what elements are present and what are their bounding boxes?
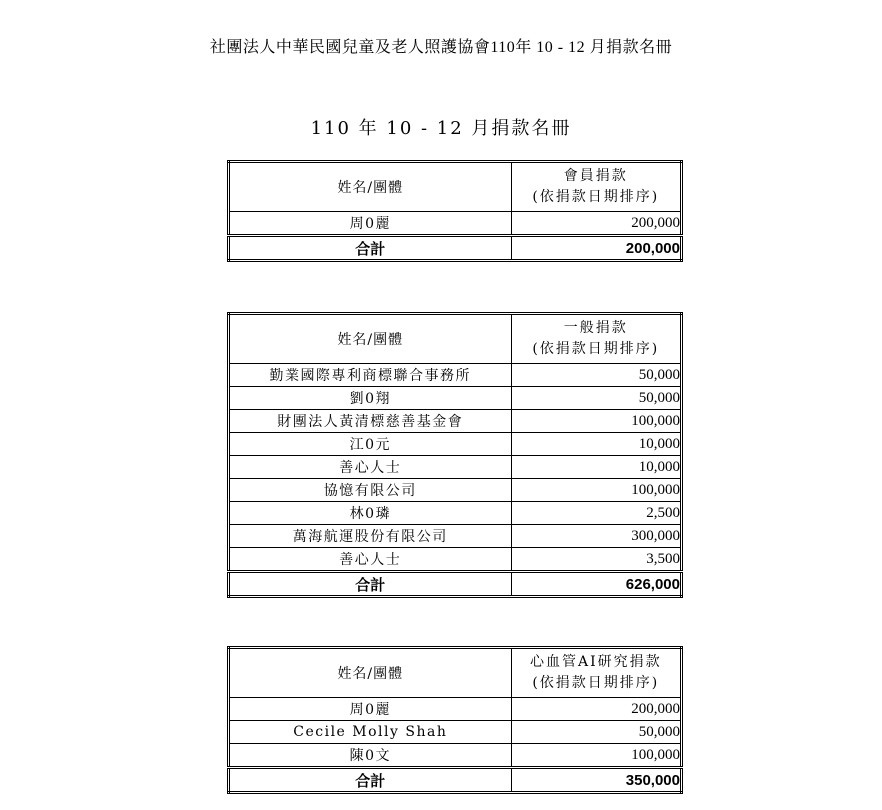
donor-name: 善心人士 [229, 548, 512, 572]
donation-amount: 200,000 [511, 698, 681, 721]
table-row [229, 433, 682, 456]
member-donation-table [227, 160, 683, 262]
table-row [229, 479, 682, 502]
cardio-ai-donation-table [227, 646, 683, 794]
document-header: 社團法人中華民國兒童及老人照護協會110年 10 - 12 月捐款名冊 [209, 39, 673, 56]
table-row [229, 212, 682, 236]
donation-amount: 200,000 [511, 212, 681, 236]
table-row [229, 525, 682, 548]
donation-amount: 50,000 [511, 721, 681, 744]
table-row [229, 548, 682, 572]
table-row [229, 456, 682, 479]
amount-column-header [511, 314, 681, 364]
name-column-header: 姓名/團體 [229, 648, 512, 698]
total-label: 合計 [229, 768, 512, 793]
table-row [229, 364, 682, 387]
donation-amount: 100,000 [511, 410, 681, 433]
sort-note: (依捐款日期排序) [532, 189, 660, 205]
total-row [229, 572, 682, 597]
donation-amount: 100,000 [511, 744, 681, 768]
donation-amount: 10,000 [511, 456, 681, 479]
table-header-row [229, 162, 682, 212]
donor-name: 周0麗 [229, 698, 512, 721]
total-label: 合計 [229, 236, 512, 261]
amount-category-label: 心血管AI研究捐款 [529, 654, 662, 670]
table-row [229, 410, 682, 433]
table-row [229, 387, 682, 410]
donation-amount: 300,000 [511, 525, 681, 548]
donor-name: 財團法人黃清標慈善基金會 [229, 410, 512, 433]
total-amount: 200,000 [511, 236, 681, 261]
amount-column-header [511, 648, 681, 698]
total-row [229, 236, 682, 261]
donor-name: Cecile Molly Shah [229, 721, 512, 744]
donation-amount: 50,000 [511, 387, 681, 410]
donor-name: 萬海航運股份有限公司 [229, 525, 512, 548]
amount-category-label: 一般捐款 [563, 320, 628, 336]
name-column-header: 姓名/團體 [229, 162, 512, 212]
table-row [229, 721, 682, 744]
total-row [229, 768, 682, 793]
donor-name: 周0麗 [229, 212, 512, 236]
general-donation-table [227, 312, 683, 598]
donor-name: 江0元 [229, 433, 512, 456]
donor-name: 劉0翔 [229, 387, 512, 410]
name-column-header: 姓名/團體 [229, 314, 512, 364]
donation-amount: 10,000 [511, 433, 681, 456]
sort-note: (依捐款日期排序) [532, 675, 660, 691]
table-row [229, 502, 682, 525]
sort-note: (依捐款日期排序) [532, 341, 660, 357]
total-amount: 350,000 [511, 768, 681, 793]
donation-amount: 2,500 [511, 502, 681, 525]
donation-amount: 3,500 [511, 548, 681, 572]
donor-name: 協憶有限公司 [229, 479, 512, 502]
amount-category-label: 會員捐款 [563, 168, 628, 184]
table-row [229, 698, 682, 721]
donor-name: 善心人士 [229, 456, 512, 479]
total-amount: 626,000 [511, 572, 681, 597]
amount-column-header [511, 162, 681, 212]
donor-name: 陳0文 [229, 744, 512, 768]
document-title: 110 年 10 - 12 月捐款名冊 [310, 118, 572, 139]
table-row [229, 744, 682, 768]
donation-amount: 50,000 [511, 364, 681, 387]
table-header-row [229, 648, 682, 698]
donation-amount: 100,000 [511, 479, 681, 502]
total-label: 合計 [229, 572, 512, 597]
table-header-row [229, 314, 682, 364]
donor-name: 林0璘 [229, 502, 512, 525]
donor-name: 勤業國際專利商標聯合事務所 [229, 364, 512, 387]
